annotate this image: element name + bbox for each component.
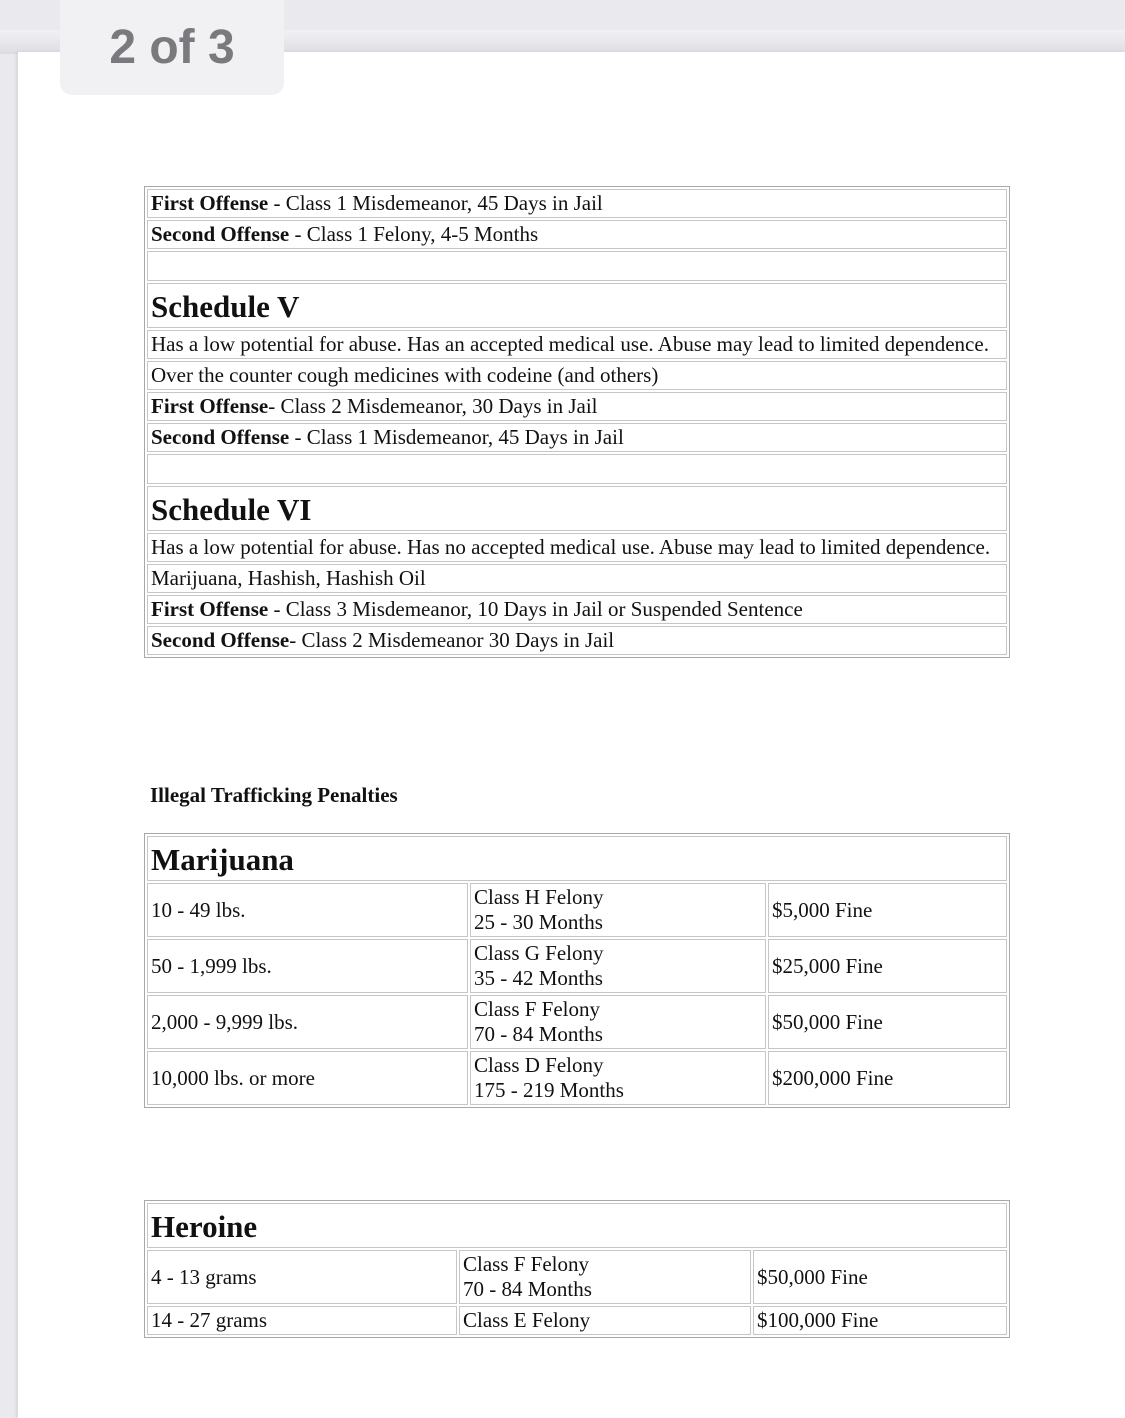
- penalty-cell: Class G Felony 35 - 42 Months: [470, 939, 766, 993]
- offense-cell: First Offense - Class 1 Misdemeanor, 45 Days in Jail: [147, 189, 1007, 218]
- offense-cell: Second Offense- Class 2 Misdemeanor 30 Days in Jail: [147, 626, 1007, 655]
- table-row: [147, 595, 1007, 624]
- offense-cell: Second Offense - Class 1 Misdemeanor, 45 Days in Jail: [147, 423, 1007, 452]
- schedule-table: [144, 186, 1010, 658]
- amount-cell: 50 - 1,999 lbs.: [147, 939, 468, 993]
- fine-cell: $50,000 Fine: [768, 995, 1007, 1049]
- table-row: [147, 361, 1007, 390]
- amount-cell: 14 - 27 grams: [147, 1306, 457, 1335]
- schedule-v-description: Has a low potential for abuse. Has an accepted medical use. Abuse may lead to limited dependence.: [147, 330, 1007, 359]
- marijuana-heading: Marijuana: [147, 836, 1007, 881]
- schedule-vi-description: Has a low potential for abuse. Has no accepted medical use. Abuse may lead to limited dependence.: [147, 533, 1007, 562]
- table-row: [147, 486, 1007, 531]
- fine-cell: $5,000 Fine: [768, 883, 1007, 937]
- marijuana-table: [144, 833, 1010, 1108]
- penalty-cell: Class H Felony 25 - 30 Months: [470, 883, 766, 937]
- table-row: [147, 564, 1007, 593]
- table-row: [147, 251, 1007, 281]
- heroine-heading: Heroine: [147, 1203, 1007, 1248]
- table-row: [147, 995, 1007, 1049]
- schedule-v-examples: Over the counter cough medicines with codeine (and others): [147, 361, 1007, 390]
- table-row: [147, 330, 1007, 359]
- empty-cell: [147, 251, 1007, 281]
- table-row: [147, 836, 1007, 881]
- penalty-cell: Class F Felony 70 - 84 Months: [470, 995, 766, 1049]
- penalty-cell: Class F Felony 70 - 84 Months: [459, 1250, 751, 1304]
- amount-cell: 4 - 13 grams: [147, 1250, 457, 1304]
- table-row: [147, 1250, 1007, 1304]
- table-row: [147, 1203, 1007, 1248]
- amount-cell: 10,000 lbs. or more: [147, 1051, 468, 1105]
- table-row: [147, 283, 1007, 328]
- fine-cell: $50,000 Fine: [753, 1250, 1007, 1304]
- offense-cell: First Offense - Class 3 Misdemeanor, 10 Days in Jail or Suspended Sentence: [147, 595, 1007, 624]
- fine-cell: $100,000 Fine: [753, 1306, 1007, 1335]
- table-row: [147, 1051, 1007, 1105]
- table-row: [147, 423, 1007, 452]
- fine-cell: $200,000 Fine: [768, 1051, 1007, 1105]
- trafficking-section-title: Illegal Trafficking Penalties: [150, 783, 398, 807]
- page-counter: 2 of 3: [60, 0, 284, 95]
- table-row: [147, 454, 1007, 484]
- table-row: [147, 1306, 1007, 1335]
- table-row: [147, 189, 1007, 218]
- heroine-table: [144, 1200, 1010, 1338]
- offense-cell: Second Offense - Class 1 Felony, 4-5 Months: [147, 220, 1007, 249]
- schedule-v-heading: Schedule V: [147, 283, 1007, 328]
- offense-cell: First Offense- Class 2 Misdemeanor, 30 Days in Jail: [147, 392, 1007, 421]
- table-row: [147, 626, 1007, 655]
- amount-cell: 2,000 - 9,999 lbs.: [147, 995, 468, 1049]
- schedule-vi-heading: Schedule VI: [147, 486, 1007, 531]
- table-row: [147, 533, 1007, 562]
- fine-cell: $25,000 Fine: [768, 939, 1007, 993]
- table-row: [147, 939, 1007, 993]
- empty-cell: [147, 454, 1007, 484]
- amount-cell: 10 - 49 lbs.: [147, 883, 468, 937]
- table-row: [147, 220, 1007, 249]
- penalty-cell: Class D Felony 175 - 219 Months: [470, 1051, 766, 1105]
- table-row: [147, 392, 1007, 421]
- penalty-cell: Class E Felony: [459, 1306, 751, 1335]
- table-row: [147, 883, 1007, 937]
- schedule-vi-examples: Marijuana, Hashish, Hashish Oil: [147, 564, 1007, 593]
